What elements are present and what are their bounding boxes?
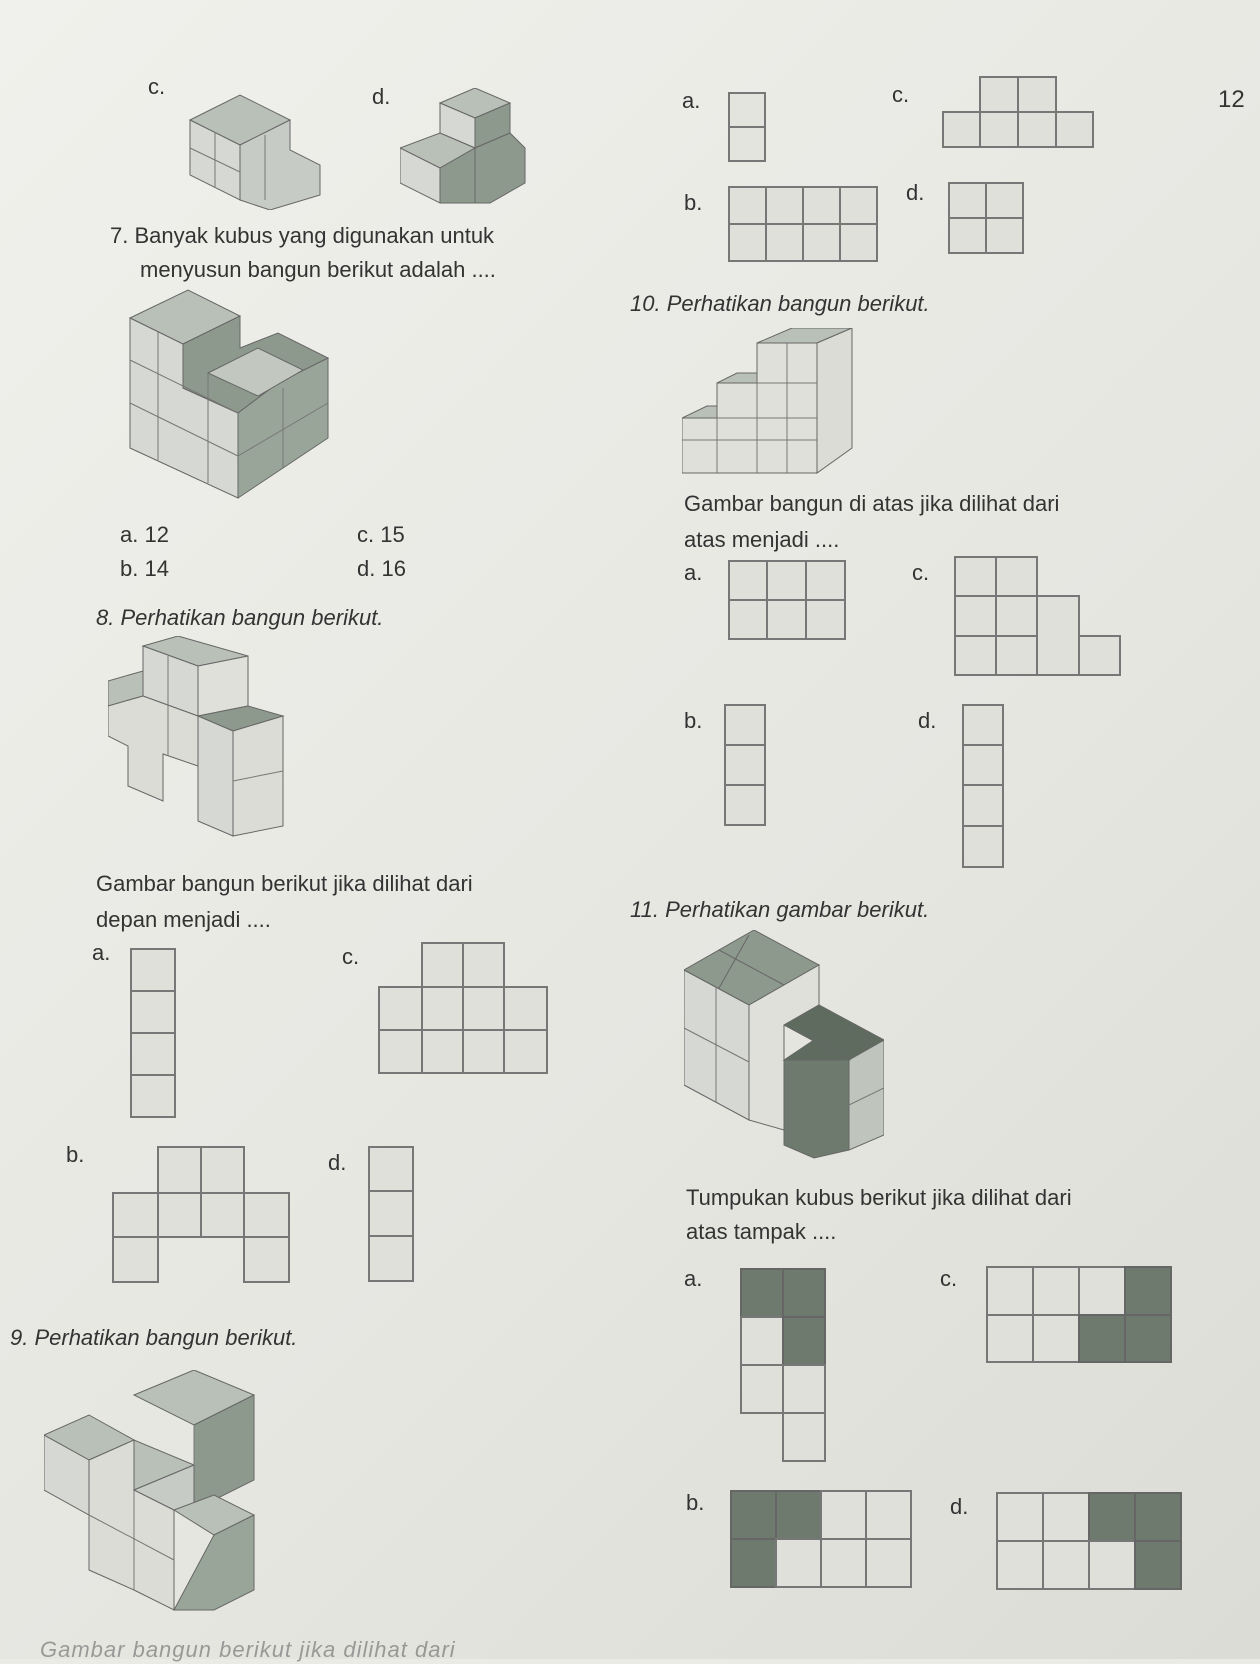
q11-option-c-label: c. xyxy=(940,1266,958,1291)
q6-option-c-grid xyxy=(942,76,1094,148)
q6-option-a-grid xyxy=(728,92,766,162)
q7-option-a: a. 12 xyxy=(120,522,169,547)
footer-cut-text: Gambar bangun berikut jika dilihat dari xyxy=(40,1637,456,1662)
q10-option-b-grid xyxy=(724,704,766,826)
q8-option-b-label: b. xyxy=(66,1142,85,1167)
q8-title: 8. Perhatikan bangun berikut. xyxy=(96,605,384,630)
q11-option-a-grid xyxy=(740,1268,828,1464)
q8-option-a-grid xyxy=(130,948,176,1118)
q6-option-a-label: a. xyxy=(682,88,701,113)
q8-option-d-grid xyxy=(368,1146,414,1282)
q6-option-d-label: d. xyxy=(906,180,925,205)
prev-option-c-shape xyxy=(180,80,330,210)
prev-option-d-shape xyxy=(400,88,530,208)
q11-title: 11. Perhatikan gambar berikut. xyxy=(630,897,930,922)
q6-option-b-grid xyxy=(728,186,878,262)
q10-question-line1: Gambar bangun di atas jika dilihat dari xyxy=(684,491,1060,516)
q10-option-c-grid xyxy=(954,556,1122,676)
q11-option-a-label: a. xyxy=(684,1266,703,1291)
q10-option-b-label: b. xyxy=(684,708,703,733)
q8-option-a-label: a. xyxy=(92,940,111,965)
q8-cube-figure xyxy=(108,636,288,841)
q8-question-line1: Gambar bangun berikut jika dilihat dari xyxy=(96,871,473,896)
q11-option-c-grid xyxy=(986,1266,1174,1364)
q11-question-line2: atas tampak .... xyxy=(686,1219,837,1244)
q7-option-b: b. 14 xyxy=(120,556,169,581)
q10-option-c-label: c. xyxy=(912,560,930,585)
q7-option-d: d. 16 xyxy=(357,556,406,581)
q10-option-d-grid xyxy=(962,704,1004,868)
q8-question-line2: depan menjadi .... xyxy=(96,907,271,932)
q6-option-d-grid xyxy=(948,182,1024,254)
q7-question-line1: 7. Banyak kubus yang digunakan untuk xyxy=(110,223,495,248)
prev-option-c-label: c. xyxy=(148,74,166,99)
q11-cube-figure xyxy=(684,930,884,1160)
q10-title: 10. Perhatikan bangun berikut. xyxy=(630,291,930,316)
q11-question-line1: Tumpukan kubus berikut jika dilihat dari xyxy=(686,1185,1072,1210)
q10-option-d-label: d. xyxy=(918,708,937,733)
q11-option-b-label: b. xyxy=(686,1490,705,1515)
q8-option-c-label: c. xyxy=(342,944,360,969)
q8-option-b-grid xyxy=(112,1146,290,1284)
q7-option-c: c. 15 xyxy=(357,522,405,547)
q9-title: 9. Perhatikan bangun berikut. xyxy=(10,1325,298,1350)
q11-option-d-label: d. xyxy=(950,1494,969,1519)
q6-option-b-label: b. xyxy=(684,190,703,215)
q10-cube-figure xyxy=(682,328,857,478)
q10-option-a-grid xyxy=(728,560,846,640)
q7-cube-figure xyxy=(128,288,338,503)
q11-option-d-grid xyxy=(996,1492,1184,1592)
q10-option-a-label: a. xyxy=(684,560,703,585)
q10-question-line2: atas menjadi .... xyxy=(684,527,840,552)
q11-option-b-grid xyxy=(730,1490,914,1590)
page-number: 12 xyxy=(1218,86,1245,113)
q8-option-d-label: d. xyxy=(328,1150,347,1175)
q6-option-c-label: c. xyxy=(892,82,910,107)
prev-option-d-label: d. xyxy=(372,84,391,109)
q7-question-line2: menyusun bangun berikut adalah .... xyxy=(140,257,496,282)
q9-cube-figure xyxy=(44,1370,264,1615)
q8-option-c-grid xyxy=(378,942,548,1074)
